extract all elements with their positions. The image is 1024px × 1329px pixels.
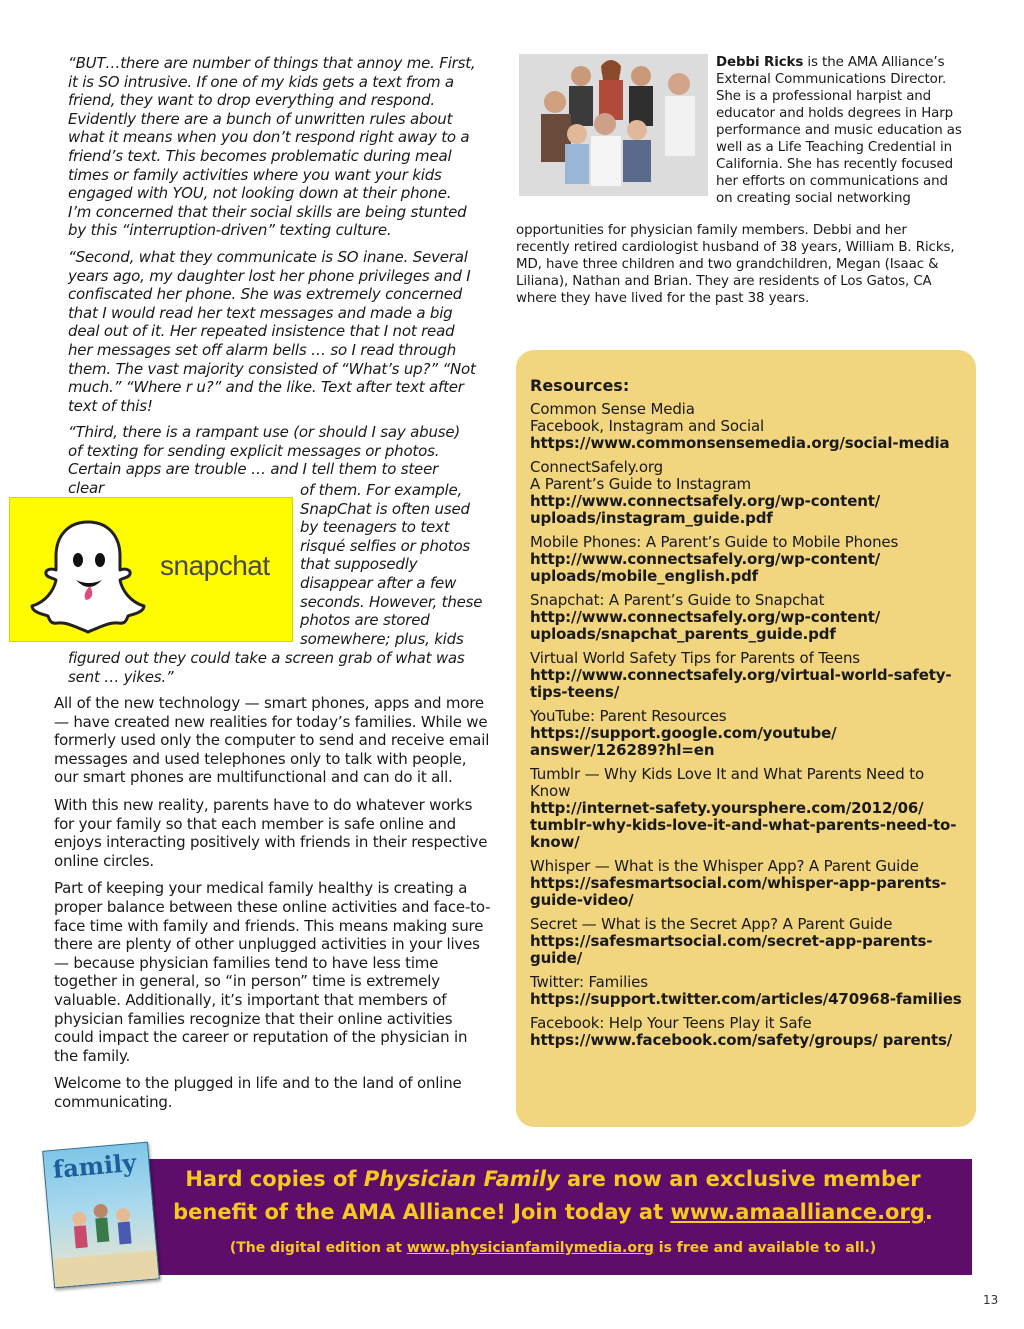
banner-line-2: benefit of the AMA Alliance! Join today at www.amaalliance.org. [173, 1200, 933, 1224]
membership-banner [54, 1159, 972, 1275]
resources-title: Resources: [530, 376, 630, 395]
resource-link[interactable]: https://www.facebook.com/safety/groups/ parents/ [530, 1031, 953, 1049]
resource-item [530, 1015, 962, 1049]
resources-list [530, 401, 962, 1049]
body-paragraph-1: All of the new technology — smart phones, apps and more — have created new realities for today’s families. While we formerly used only the computer to send and receive email messages and used telephones only to talk with people, our smart phones are multifunctional and can do it all. [54, 694, 490, 787]
banner-line-3: (The digital edition at www.physicianfamilymedia.org is free and available to all.) [229, 1240, 877, 1256]
bio-text-full: opportunities for physician family members. Debbi and her recently retired cardiologist husband of 38 years, William B. Ricks, MD, have three children and two grandchildren, Megan (Isaac & Liliana), Nathan and Brian. They are residents of Los Gatos, CA where they have lived for the past 38 years. [516, 223, 955, 306]
resource-label: Common Sense Media [530, 400, 695, 418]
resource-link[interactable]: http://www.connectsafely.org/virtual-world-safety-tips-teens/ [530, 666, 952, 701]
resource-link[interactable]: https://www.commonsensemedia.org/social-media [530, 434, 950, 452]
quote-bottom-text [68, 649, 488, 686]
resource-link[interactable]: https://safesmartsocial.com/whisper-app-parents-guide-video/ [530, 874, 947, 909]
author-name: Debbi Ricks [716, 55, 804, 70]
resource-label: Virtual World Safety Tips for Parents of Teens [530, 649, 860, 667]
resource-label: Facebook, Instagram and Social [530, 417, 765, 435]
resources-box [516, 350, 976, 1127]
resource-label: Tumblr — Why Kids Love It and What Parents Need to Know [530, 765, 924, 800]
resource-item [530, 592, 962, 643]
resource-item [530, 766, 962, 851]
magazine-cover-image [42, 1142, 160, 1289]
amaalliance-link[interactable]: www.amaalliance.org [670, 1200, 925, 1224]
resource-link[interactable]: http://www.connectsafely.org/wp-content/ uploads/snapchat_parents_guide.pdf [530, 608, 881, 643]
quote-block [68, 54, 478, 498]
resource-label: A Parent’s Guide to Instagram [530, 475, 752, 493]
magazine-name: Physician Family [363, 1167, 560, 1191]
resource-item [530, 401, 962, 452]
body-paragraph-4: Welcome to the plugged in life and to the land of online communicating. [54, 1074, 462, 1111]
body-paragraph-3: Part of keeping your medical family healthy is creating a proper balance between these online activities and face-to-face time with family and friends. This means making sure there are plenty of other unplugged activities in your lives — because physician families tend to have less time together in general, so “in person” time is extremely valuable. Additionally, it’s important that members of physician families recognize that their online activities could impact the career or reputation of the physician in the family. [54, 879, 491, 1065]
resource-item [530, 916, 962, 967]
quote-paragraph-3-side: of them. For example, SnapChat is often used by teenagers to text risqué selfies or photos that supposedly disappear after a few seconds. However, these photos are stored somewhere; plus, kids [300, 481, 483, 648]
resource-link[interactable]: https://safesmartsocial.com/secret-app-parents-guide/ [530, 932, 933, 967]
resource-item [530, 974, 962, 1008]
resource-label: Twitter: Families [530, 973, 648, 991]
author-bio-continued [516, 222, 964, 307]
magazine-cover-title: family [51, 1147, 138, 1184]
resource-item [530, 534, 962, 585]
resource-label: Mobile Phones: A Parent’s Guide to Mobile Phones [530, 533, 899, 551]
snapchat-logo-image [9, 497, 293, 642]
resource-link[interactable]: http://internet-safety.yoursphere.com/2012/06/ tumblr-why-kids-love-it-and-what-parents-need-to-know/ [530, 799, 957, 851]
physicianfamilymedia-link[interactable]: www.physicianfamilymedia.org [406, 1240, 654, 1256]
family-photo [519, 54, 708, 196]
resource-item [530, 459, 962, 527]
page-number: 13 [983, 1293, 999, 1307]
resource-label: YouTube: Parent Resources [530, 707, 727, 725]
quote-paragraph-1: “BUT…there are number of things that annoy me. First, it is SO intrusive. If one of my kids gets a text from a friend, they want to drop everything and respond. Evidently there are a bunch of unwritten rules about what it means when you don’t respond right away to a friend’s text. This becomes problematic during meal times or family activities where you want your kids engaged with YOU, not looking down at their phone. I’m concerned that their social skills are being stunted by this “interruption-driven” texting culture. [68, 54, 476, 240]
banner-line-1: Hard copies of Physician Family are now an exclusive member [185, 1167, 921, 1191]
resource-link[interactable]: https://support.twitter.com/articles/470968-families [530, 990, 962, 1008]
resource-label: Whisper — What is the Whisper App? A Parent Guide [530, 857, 919, 875]
bio-text-right: is the AMA Alliance’s External Communications Director. She is a professional harpist and educator and holds degrees in Harp performance and music education as well as a Life Teaching Credential in California. She has recently focused her efforts on communications and on creating social networking [716, 55, 962, 206]
author-bio [716, 54, 966, 207]
resource-label: Secret — What is the Secret App? A Parent Guide [530, 915, 893, 933]
resource-label: Snapchat: A Parent’s Guide to Snapchat [530, 591, 825, 609]
quote-side-text [300, 481, 485, 648]
resource-label: ConnectSafely.org [530, 458, 663, 476]
snapchat-wordmark: snapchat [160, 550, 270, 581]
resource-link[interactable]: http://www.connectsafely.org/wp-content/ uploads/mobile_english.pdf [530, 550, 881, 585]
article-body [54, 694, 494, 1120]
resource-link[interactable]: http://www.connectsafely.org/wp-content/ uploads/instagram_guide.pdf [530, 492, 881, 527]
quote-paragraph-3-bottom: figured out they could take a screen grab of what was sent … yikes.” [68, 649, 465, 686]
resource-label: Facebook: Help Your Teens Play it Safe [530, 1014, 812, 1032]
resource-item [530, 650, 962, 701]
quote-paragraph-3-top: “Third, there is a rampant use (or should I say abuse) of texting for sending explicit messages or photos. Certain apps are trouble … and I tell them to steer clear [68, 423, 461, 498]
body-paragraph-2: With this new reality, parents have to do whatever works for your family so that each member is safe online and enjoys interacting positively with friends in their respective online circles. [54, 795, 488, 870]
resource-link[interactable]: https://support.google.com/youtube/ answer/126289?hl=en [530, 724, 837, 759]
resource-item [530, 858, 962, 909]
family-group-image [519, 54, 708, 196]
resource-item [530, 708, 962, 759]
magazine-kids-illustration [43, 1143, 158, 1288]
quote-paragraph-2: “Second, what they communicate is SO inane. Several years ago, my daughter lost her phone privileges and I confiscated her phone. She was extremely concerned that I would read her text messages and made a big deal out of it. Her repeated insistence that I not read her messages set off alarm bells … so I read through them. The vast majority consisted of “What’s up?” “Not much.” “Where r u?” and the like. Text after text after text of this! [68, 247, 476, 415]
